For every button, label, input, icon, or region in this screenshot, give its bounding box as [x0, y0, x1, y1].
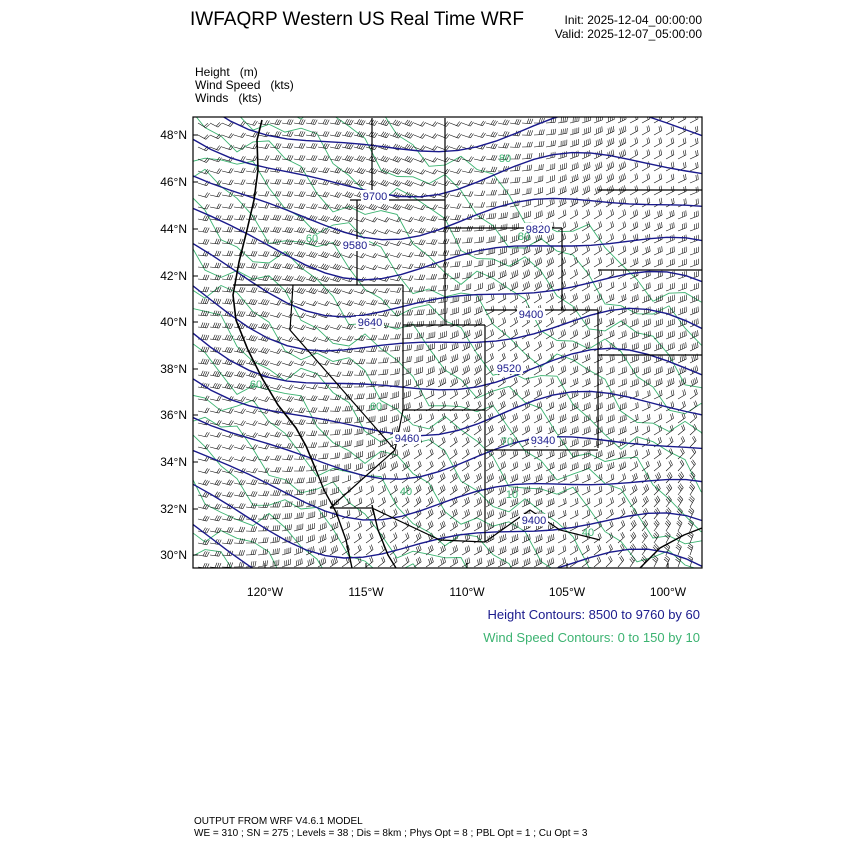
height-contour-label: 9400	[521, 515, 547, 527]
wind-contour-label: 40	[581, 527, 595, 539]
wind-contour-label: 60	[305, 233, 319, 245]
lat-tick-label: 46°N	[160, 175, 187, 189]
wind-contour-label: 70	[500, 436, 514, 448]
latitude-axis	[160, 128, 198, 562]
lat-tick-label: 48°N	[160, 128, 187, 142]
height-contour-label: 9640	[357, 317, 383, 329]
lat-tick-label: 38°N	[160, 362, 187, 376]
lon-tick-label: 105°W	[548, 585, 586, 599]
valid-time: Valid: 2025-12-07_05:00:00	[554, 27, 702, 41]
lat-tick-label: 30°N	[160, 548, 187, 562]
wind-contour-label: 40	[399, 486, 413, 498]
wind-contour-label: 10	[505, 489, 519, 501]
lat-tick-label: 42°N	[160, 269, 187, 283]
lat-tick-label: 36°N	[160, 408, 187, 422]
wind-contour-label: 80	[498, 153, 512, 165]
wind-contour-label: 60	[369, 401, 383, 413]
height-contour	[173, 646, 743, 718]
lon-tick-label: 110°W	[449, 585, 485, 599]
init-time: Init: 2025-12-04_00:00:00	[564, 13, 702, 27]
height-contour-note: Height Contours: 8500 to 9760 by 60	[487, 607, 700, 622]
wind-contour-label: 60	[249, 379, 263, 391]
height-contour-label: 9580	[342, 240, 368, 252]
lat-tick-label: 32°N	[160, 502, 187, 516]
height-contour-label: 9340	[530, 435, 556, 447]
plot-title: IWFAQRP Western US Real Time WRF	[190, 9, 524, 30]
height-contour-label: 9700	[362, 191, 388, 203]
lat-tick-label: 34°N	[160, 455, 187, 469]
model-config-footer: WE = 310 ; SN = 275 ; Levels = 38 ; Dis = 8km ; Phys Opt = 8 ; PBL Opt = 1 ; Cu Opt = 3	[194, 828, 588, 839]
field-unit: (m)	[239, 65, 258, 79]
field-name: Wind Speed	[195, 78, 261, 92]
field-name: Winds	[195, 91, 229, 105]
lon-tick-label: 115°W	[348, 585, 384, 599]
lat-tick-label: 40°N	[160, 315, 187, 329]
field-unit: (kts)	[270, 78, 294, 92]
lat-tick-label: 44°N	[160, 222, 187, 236]
height-contour-label: 9520	[496, 363, 522, 375]
field-name: Height	[195, 65, 230, 79]
height-contour-label: 9820	[525, 224, 551, 236]
wind-speed-contour	[173, 839, 749, 850]
model-footer: OUTPUT FROM WRF V4.6.1 MODEL	[194, 816, 363, 827]
height-contour-label: 9460	[394, 433, 420, 445]
wind-contour-note: Wind Speed Contours: 0 to 150 by 10	[483, 630, 700, 645]
lon-tick-label: 120°W	[246, 585, 284, 599]
height-contour-label: 9400	[518, 309, 544, 321]
field-unit: (kts)	[238, 91, 262, 105]
lon-tick-label: 100°W	[649, 585, 687, 599]
wind-contour-label: 80	[517, 231, 531, 243]
